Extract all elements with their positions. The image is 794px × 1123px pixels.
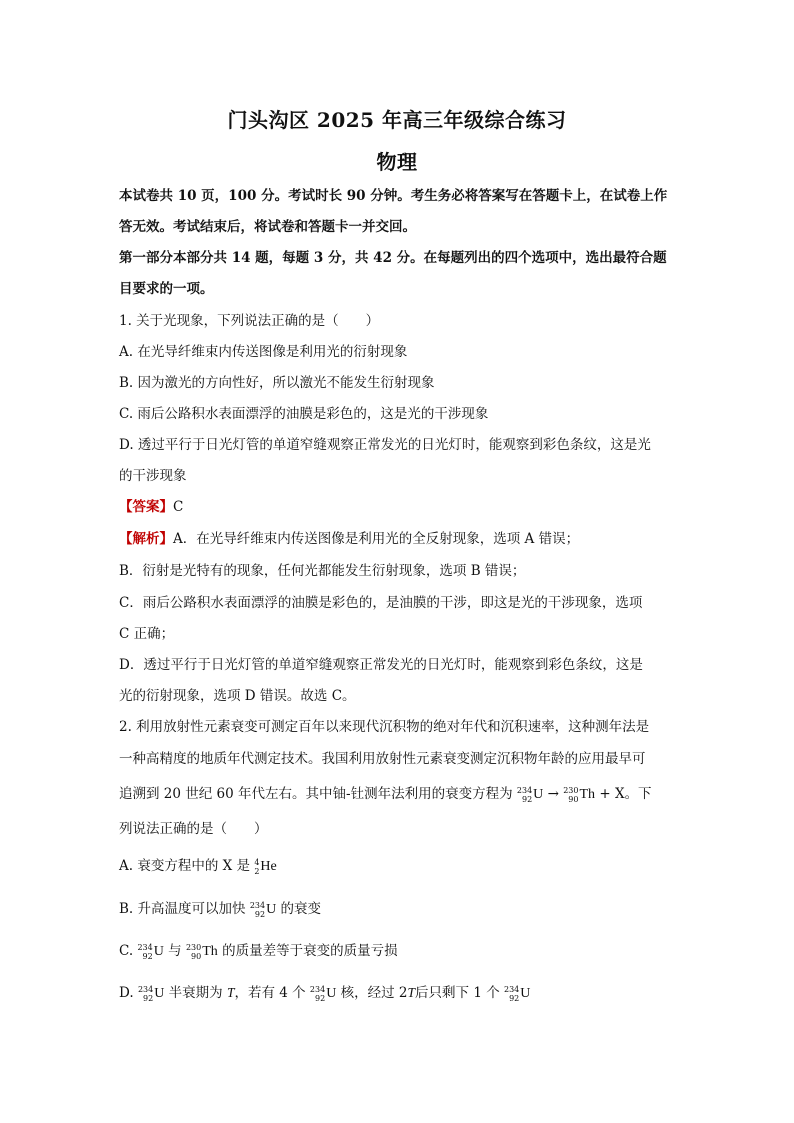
answer-label: 【答案】 bbox=[119, 499, 173, 515]
q2-stem-line-1: 2. 利用放射性元素衰变可测定百年以来现代沉积物的绝对年代和沉积速率，这种测年法是 bbox=[119, 719, 650, 735]
q2-option-d: D. 234 92 U 半衰期为 T，若有 4 个 234 92 U 核，经过 2T后只剩下 1 个 234 92 U bbox=[119, 984, 531, 1003]
q1-option-d-line-1: D. 透过平行于日光灯管的单道窄缝观察正常发光的日光灯时，能观察到彩色条纹，这是光 bbox=[119, 437, 651, 453]
nuclide-u234: 234 92 U bbox=[137, 942, 164, 961]
q2-option-b: B. 升高温度可以加快 234 92 U 的衰变 bbox=[119, 900, 322, 919]
q1-analysis-line-5: D．透过平行于日光灯管的单道窄缝观察正常发光的日光灯时，能观察到彩色条纹，这是 bbox=[119, 657, 643, 673]
nuclide-u234: 234 92 U bbox=[309, 984, 337, 1003]
q1-analysis-line-3: C．雨后公路积水表面漂浮的油膜是彩色的，是油膜的干涉，即这是光的干涉现象，选项 bbox=[119, 595, 643, 611]
intro-line-3: 第一部分本部分共 14 题，每题 3 分，共 42 分。在每题列出的四个选项中，选出最符合题 bbox=[119, 250, 667, 266]
answer-value: C bbox=[173, 499, 184, 515]
q1-option-c: C. 雨后公路积水表面漂浮的油膜是彩色的，这是光的干涉现象 bbox=[119, 406, 489, 422]
q1-option-a: A. 在光导纤维束内传送图像是利用光的衍射现象 bbox=[119, 344, 408, 360]
intro-line-1: 本试卷共 10 页，100 分。考试时长 90 分钟。考生务必将答案写在答题卡上，在试卷上作 bbox=[119, 188, 668, 204]
q2-stem-line-2: 一种高精度的地质年代测定技术。我国利用放射性元素衰变测定沉积物年龄的应用最早可 bbox=[119, 751, 646, 767]
q1-stem: 1. 关于光现象，下列说法正确的是（ ） bbox=[119, 313, 380, 329]
nuclide-th230: 230 90 Th bbox=[563, 785, 596, 804]
intro-line-4: 目要求的一项。 bbox=[119, 281, 214, 297]
q1-option-d-line-2: 的干涉现象 bbox=[119, 468, 187, 484]
half-life-symbol: T bbox=[407, 985, 416, 1000]
q1-option-b: B. 因为激光的方向性好，所以激光不能发生衍射现象 bbox=[119, 375, 435, 391]
q1-analysis-line-2: B．衍射是光特有的现象，任何光都能发生衍射现象，选项 B 错误； bbox=[119, 563, 526, 579]
nuclide-he4: 4 2 He bbox=[254, 857, 277, 876]
intro-line-2: 答无效。考试结束后，将试卷和答题卡一并交回。 bbox=[119, 219, 416, 235]
exam-title: 门头沟区 2025 年高三年级综合练习 bbox=[227, 108, 567, 132]
analysis-text: A．在光导纤维束内传送图像是利用光的全反射现象，选项 A 错误； bbox=[173, 531, 580, 547]
nuclide-u234: 234 92 U bbox=[504, 984, 531, 1003]
q2-option-a: A. 衰变方程中的 X 是 4 2 He bbox=[119, 857, 277, 876]
plus-x: + X bbox=[599, 786, 625, 802]
nuclide-u234: 234 92 U bbox=[137, 984, 165, 1003]
q1-answer bbox=[119, 497, 679, 517]
analysis-label: 【解析】 bbox=[119, 531, 173, 547]
q2-stem-line-3: 追溯到 20 世纪 60 年代左右。其中铀-钍测年法利用的衰变方程为 234 92 U → 230 90 Th + X。下 bbox=[119, 785, 652, 804]
nuclide-u234: 234 92 U bbox=[516, 785, 544, 804]
q2-option-c: C. 234 92 U 与 230 90 Th 的质量差等于衰变的质量亏损 bbox=[119, 942, 398, 961]
q1-analysis-line-1 bbox=[119, 529, 679, 549]
q1-analysis-line-6: 光的衍射现象，选项 D 错误。故选 C。 bbox=[119, 688, 356, 704]
exam-subject: 物理 bbox=[376, 150, 418, 174]
nuclide-u234: 234 92 U bbox=[249, 900, 277, 919]
decay-arrow: → bbox=[547, 786, 559, 802]
q1-analysis-line-4: C 正确； bbox=[119, 626, 175, 642]
nuclide-th230: 230 90 Th bbox=[185, 942, 218, 961]
q2-stem-line-4: 列说法正确的是（ ） bbox=[119, 821, 268, 837]
half-life-symbol: T bbox=[226, 985, 235, 1000]
